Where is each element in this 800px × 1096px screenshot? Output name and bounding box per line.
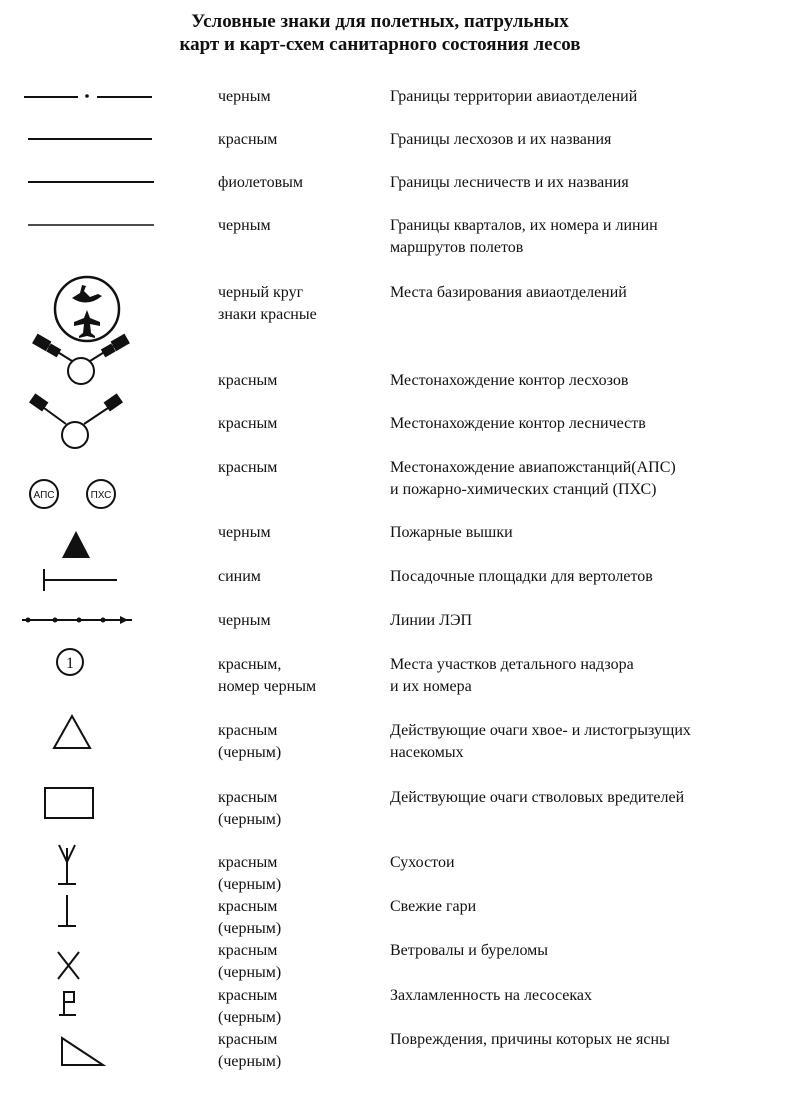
description: Границы территории авиаотделений — [390, 88, 638, 105]
burnt-area-icon — [58, 895, 76, 926]
description: Местонахождение контор лесхозов — [390, 372, 629, 389]
power-line-icon — [22, 616, 132, 624]
description: Границы лесничеств и их названия — [390, 174, 629, 191]
color-label: черным — [218, 217, 271, 234]
description: Захламленность на лесосеках — [390, 987, 593, 1004]
color-label: красным — [218, 372, 278, 389]
description: Сухостои — [390, 854, 455, 871]
description: Действующие очаги хвое- и листогрызущих насекомых — [390, 722, 691, 761]
color-label: красным (черным) — [218, 854, 282, 893]
color-label: красным — [218, 131, 278, 148]
color-label: красным (черным) — [218, 942, 282, 981]
description: Пожарные вышки — [390, 524, 513, 541]
site-number: 1 — [66, 655, 74, 672]
windfall-icon — [58, 952, 79, 979]
description: Посадочные площадки для вертолетов — [390, 568, 653, 585]
leskhoz-office-icon — [33, 335, 128, 384]
helipad-icon — [44, 569, 117, 591]
description: Действующие очаги стволовых вредителей — [390, 789, 685, 806]
description: Границы кварталов, их номера и линин маршрутов полетов — [390, 217, 658, 256]
color-label: черным — [218, 88, 271, 105]
dead-tree-icon — [58, 845, 76, 885]
description: Ветровалы и буреломы — [390, 942, 549, 959]
color-label: красным (черным) — [218, 789, 282, 828]
description: Местонахождение авиапожстанций(АПС) и пожарно-химических станций (ПХС) — [390, 459, 676, 498]
title-line-2: карт и карт-схем санитарного состояния лесов — [179, 34, 581, 55]
title-line-1: Условные знаки для полетных, патрульных — [191, 11, 569, 32]
pkhs-label: ПХС — [90, 490, 112, 501]
description: Свежие гари — [390, 898, 477, 915]
description: Повреждения, причины которых не ясны — [390, 1031, 670, 1048]
logging-debris-icon — [59, 992, 76, 1015]
color-label: красным (черным) — [218, 722, 282, 761]
color-label: красным — [218, 459, 278, 476]
color-label: красным (черным) — [218, 898, 282, 937]
color-label: синим — [218, 568, 261, 585]
color-label: красным — [218, 415, 278, 432]
dash-dot-line-icon — [24, 94, 152, 98]
color-label: красным (черным) — [218, 987, 282, 1026]
color-label: черным — [218, 524, 271, 541]
color-label: черный круг знаки красные — [218, 284, 317, 323]
rectangle-icon — [45, 788, 93, 818]
color-label: фиолетовым — [218, 174, 304, 191]
triangle-icon — [54, 716, 90, 748]
aps-label: АПС — [33, 490, 55, 501]
description: Местонахождение контор лесничеств — [390, 415, 646, 432]
description: Границы лесхозов и их названия — [390, 131, 612, 148]
aviation-base-icon — [55, 277, 119, 341]
fire-tower-icon — [62, 531, 90, 558]
forestry-office-icon — [30, 395, 121, 448]
description: Места участков детального надзора и их номера — [390, 656, 634, 695]
description: Линии ЛЭП — [390, 612, 473, 629]
color-label: красным, номер черным — [218, 656, 317, 695]
color-label: черным — [218, 612, 271, 629]
description: Места базирования авиаотделений — [390, 284, 627, 301]
unknown-damage-icon — [62, 1038, 103, 1065]
color-label: красным (черным) — [218, 1031, 282, 1070]
